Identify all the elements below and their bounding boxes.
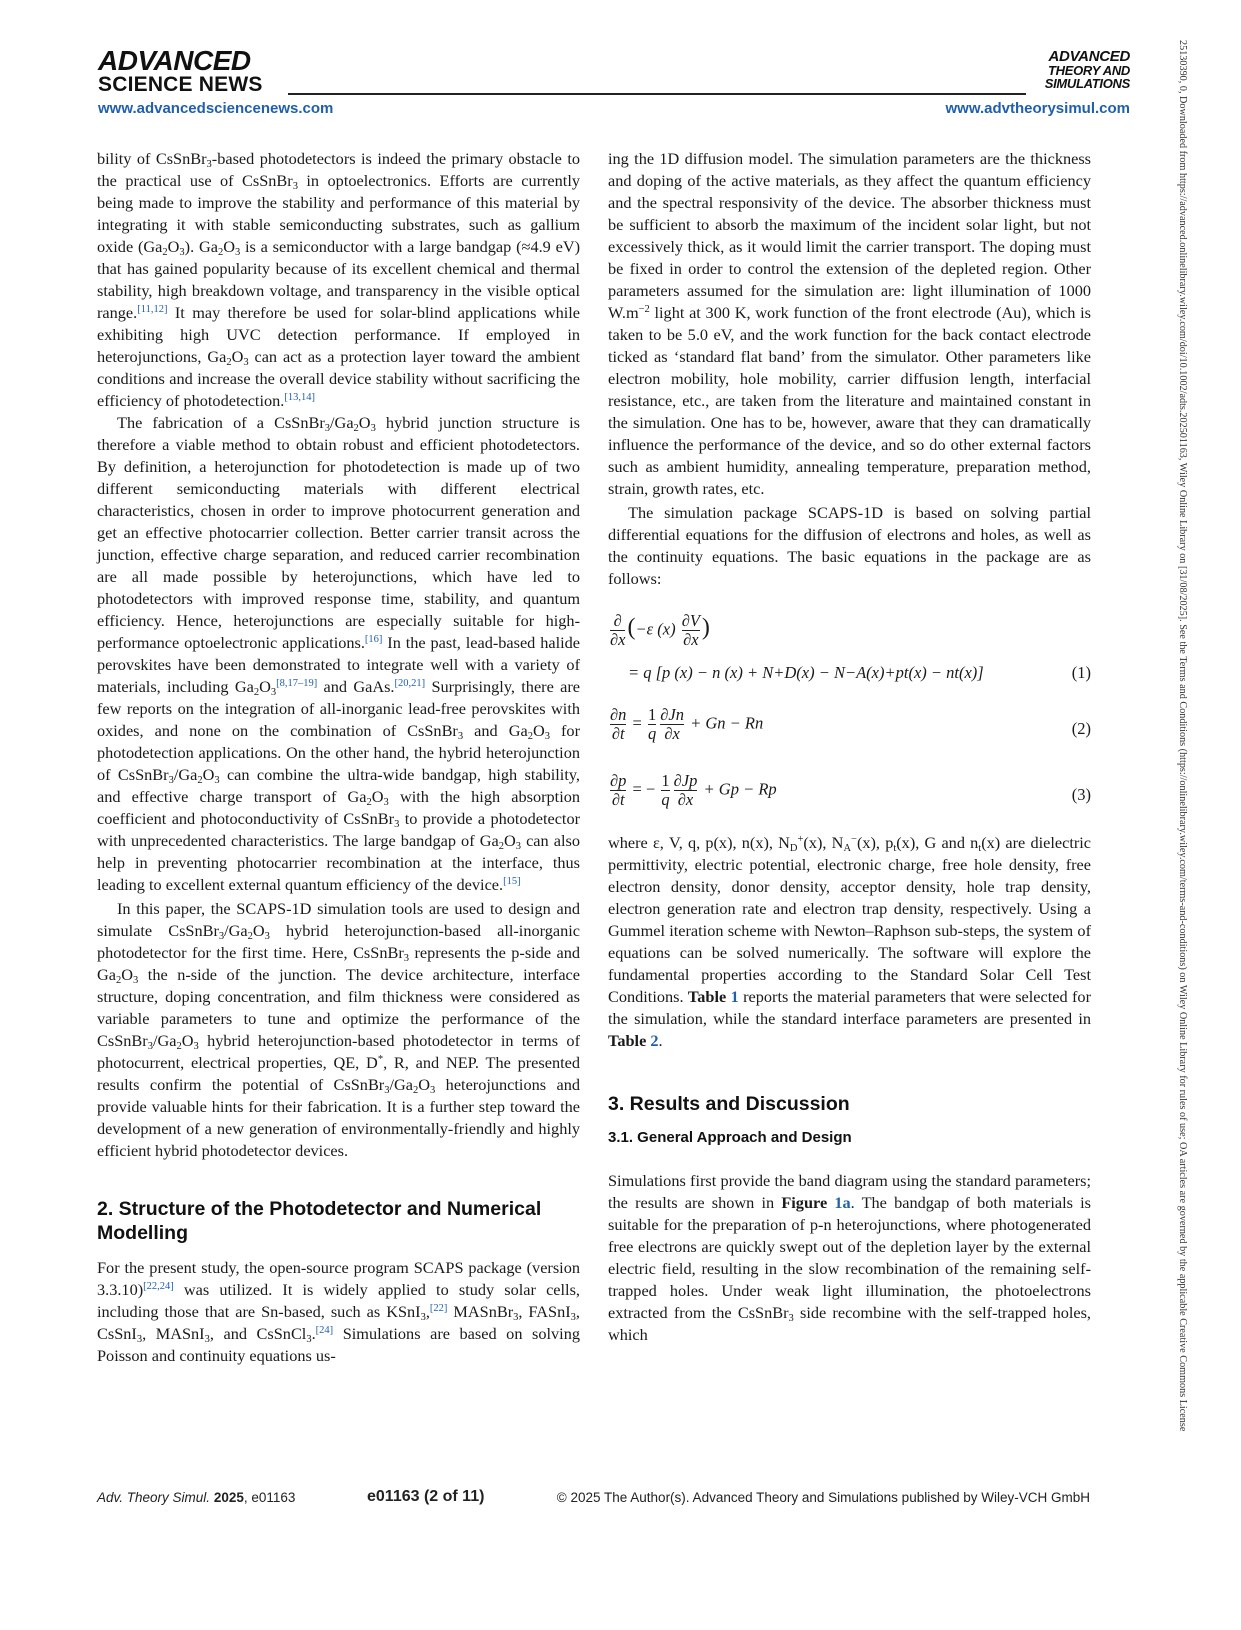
publisher-url-link[interactable]: www.advancedsciencenews.com	[98, 100, 334, 117]
footer-copyright: © 2025 The Author(s). Advanced Theory and Simulations published by Wiley-VCH GmbH	[556, 1490, 1090, 1505]
citation-link[interactable]: [13,14]	[284, 392, 315, 403]
table-1-link[interactable]: Table 1	[687, 987, 739, 1006]
advanced-science-news-logo	[98, 45, 288, 96]
eq1-rhs: = q [p (x) − n (x) + N+D(x) − N−A(x)+pt(x) − nt(x)]	[628, 663, 984, 682]
download-notice-sidebar	[1174, 40, 1196, 1560]
right-paragraph-4: Simulations first provide the band diagram using the standard parameters; the results are shown in Figure 1a. The bandgap of both materials is suitable for the preparation of p-n heterojunctions, where photogenerated free electrons are quickly swept out of the depletion layer by the external electric field, resulting in the slow recombination of the remaining self-trapped holes. Under weak light illumination, the photoelectrons extracted from the CsSnBr$_3$ side recombine with the self-trapped holes, which	[608, 1171, 1092, 1344]
footer-citation: Adv. Theory Simul. 2025, e01163	[97, 1490, 296, 1505]
equation-1: $\frac{\partial}{\partial x}$ (−ε (x) $\frac{\partial V}{\partial x}$ ) = q [p (x) − n (x) + N+D(x) − N−A(x)+pt(x) − nt(x)] (1)	[610, 611, 1091, 682]
subsection-3-1-heading: 3.1. General Approach and Design	[608, 1129, 852, 1146]
citation-link[interactable]: [11,12]	[137, 304, 168, 315]
section-3-heading: 3. Results and Discussion	[608, 1093, 850, 1115]
citation-link[interactable]: [22]	[429, 1303, 448, 1314]
logo-right-line3: SIMULATIONS	[1044, 76, 1130, 91]
citation-link[interactable]: [16]	[364, 634, 383, 645]
advanced-theory-simulations-logo	[1026, 50, 1130, 94]
citation-link[interactable]: [24]	[315, 1325, 334, 1336]
section-2-heading: 2. Structure of the Photodetector and Numerical Modelling	[97, 1198, 542, 1244]
citation-link[interactable]: [20,21]	[394, 678, 426, 689]
table-2-link[interactable]: Table 2	[608, 1031, 659, 1050]
header-divider	[288, 93, 1026, 95]
left-paragraph-1: bility of CsSnBr$_3$-based photodetectors is indeed the primary obstacle to the practical use of CsSnBr$_3$ in optoelectronics. Efforts are currently being made to improve the stability and performance of this material by integrating it with stable semiconducting substrates, such as gallium oxide $(Ga_2O_3)$. $Ga_2O_3$ is a semiconductor with a large bandgap (≈4.9 eV) that has gained popularity because of its excellent chemical and thermal stability, high breakdown voltage, and transparency in the visible optical range.[11,12] It may therefore be used for solar-blind applications while exhibiting high UVC detection performance. If employed in heterojunctions, $Ga_2O_3$ can act as a protection layer toward the ambient conditions and increase the overall device stability without sacrificing the efficiency of photodetection.[13,14]	[97, 149, 581, 410]
logo-right-line1: ADVANCED	[1048, 48, 1130, 65]
logo-left-line1: ADVANCED	[98, 45, 251, 76]
equation-3: $\frac{\partial p}{\partial t}$ = − $\frac{1}{q}$ $\frac{\partial Jp}{\partial x}$ + Gp − Rp (3)	[610, 771, 1091, 809]
right-column	[608, 148, 1091, 1346]
footer-page-number: e01163 (2 of 11)	[367, 1488, 485, 1505]
eq1-inner-fraction: $\frac{\partial V}{\partial x}$	[681, 611, 700, 649]
eq1-number: (1)	[1071, 663, 1091, 682]
right-paragraph-1: ing the 1D diffusion model. The simulation parameters are the thickness and doping of the active materials, as they affect the quantum efficiency and the spectral responsivity of the device. The absorber thickness must be sufficient to absorb the maximum of the incident solar light, but not excessively thick, as it would limit the carrier transport. The doping must be fixed in order to control the extension of the depleted region. Other parameters assumed for the simulation are: light illumination of 1000 $W.m^{-2}$ light at 300 K, work function of the front electrode (Au), which is taken to be 5.0 eV, and the work function for the back contact electrode ticked as ‘standard flat band’ from the simulator. Other parameters like electron mobility, hole mobility, carrier diffusion length, interfacial resistance, etc., are taken from the literature and maintained constant in the simulation. One has to be, however, aware that they can dramatically influence the performance of the device, and so do other external factors such as ambient humidity, annealing temperature, preparation method, strain, growth rates, etc.	[608, 149, 1091, 498]
left-paragraph-3: In this paper, the SCAPS-1D simulation tools are used to design and simulate $CsSnBr_3/Ga_2O_3$ hybrid heterojunction-based all-inorganic photodetector for the first time. Here, CsSnBr$_3$ represents the p-side and $Ga_2O_3$ the n-side of the junction. The device architecture, interface structure, doping concentration, and film thickness were considered as variable parameters to tune and optimize the performance of the $CsSnBr_3/Ga_2O_3$ hybrid heterojunction-based photodetector in terms of photocurrent, electrical properties, QE, D*, R, and NEP. The presented results confirm the potential of $CsSnBr_3/Ga_2O_3$ heterojunctions and provide valuable hints for their fabrication. It is a further step toward the development of a new generation of environmentally-friendly and highly efficient hybrid photodetector devices.	[97, 899, 581, 1160]
logo-right-line2: THEORY AND	[1048, 63, 1130, 78]
citation-link[interactable]: [8,17–19]	[276, 678, 318, 689]
logo-left-line2: SCIENCE NEWS	[98, 73, 263, 96]
eq2-number: (2)	[1071, 719, 1091, 738]
right-paragraph-3: where ε, V, q, p(x), n(x), $N_D^+(x)$, $N_A^-(x)$, $p_t(x)$, G and $n_t(x)$ are dielectric permittivity, electric potential, electronic charge, free hole density, free electron density, donor density, acceptor density, hole trap density, electron generation rate and electron trap density, respectively. Using a Gummel iteration scheme with Newton–Raphson sub-steps, the system of equations can be solved numerically. The software will explore the fundamental properties according to the Standard Solar Cell Test Conditions. Table 1 reports the material parameters that were selected for the simulation, while the standard interface parameters are presented in Table 2.	[608, 833, 1092, 1050]
equation-2: $\frac{\partial n}{\partial t}$ = $\frac{1}{q}$ $\frac{\partial Jn}{\partial x}$ + Gn − Rn (2)	[610, 705, 1091, 743]
page-footer	[97, 1490, 1097, 1512]
eq3-number: (3)	[1071, 785, 1091, 804]
eq1-lhs-fraction: $\frac{\partial}{\partial x}$	[610, 611, 626, 649]
citation-link[interactable]: [22,24]	[143, 1281, 174, 1292]
citation-link[interactable]: [15]	[503, 876, 521, 887]
download-notice-text: 25130390, 0, Downloaded from https://advanced.onlinelibrary.wiley.com/doi/10.1002/adts.202501163, Wiley Online Library on [31/08/2025]. See the Terms and Conditions (https://onlinelibrary.wiley.com/terms-and-conditions) on Wiley Online Library for rules of use; OA articles are governed by the applicable Creative Commons License	[1177, 40, 1188, 1432]
figure-1a-link[interactable]: Figure 1a	[781, 1193, 851, 1212]
page-header	[98, 45, 1130, 126]
left-paragraph-2: The fabrication of a $CsSnBr_3/Ga_2O_3$ hybrid junction structure is therefore a viable method to obtain robust and efficient photodetectors. By definition, a heterojunction for photodetection is made up of two different semiconducting materials with different electrical characteristics, chosen in order to improve photocurrent generation and get an effective photocarrier collection. Better carrier transit across the junction, effective charge separation, and reduced carrier recombination are all made possible by heterojunctions, which have led to photodetectors with improved response time, stability, and quantum efficiency. Hence, heterojunctions are especially suitable for high-performance optoelectronic applications.[16] In the past, lead-based halide perovskites have been demonstrated to integrate well with a variety of materials, including $Ga_2O_3[8,17-19]$ and GaAs.[20,21] Surprisingly, there are few reports on the integration of all-inorganic lead-free perovskites with oxides, and none on the combination of CsSnBr$_3$ and $Ga_2O_3$ for photodetection applications. On the other hand, the hybrid heterojunction of $CsSnBr_3/Ga_2O_3$ can combine the ultra-wide bandgap, high stability, and effective charge transport of $Ga_2O_3$ with the high absorption coefficient and photoconductivity of CsSnBr$_3$ to provide a photodetector with unprecedented characteristics. The large bandgap of $Ga_2O_3$ can also help in preventing photocarrier recombination at the interface, thus leading to excellent external quantum efficiency of the device.[15]	[97, 413, 581, 894]
journal-url-link[interactable]: www.advtheorysimul.com	[945, 100, 1130, 117]
left-column	[97, 148, 580, 1367]
left-paragraph-4: For the present study, the open-source program SCAPS package (version 3.3.10)[22,24] was utilized. It is widely applied to study solar cells, including those that are Sn-based, such as KSnI$_3$,[22] MASnBr$_3$, FASnI$_3$, CsSnI$_3$, MASnI$_3$, and CsSnCl$_3$.[24] Simulations are based on solving Poisson and continuity equations us-	[97, 1258, 580, 1365]
right-paragraph-2: The simulation package SCAPS-1D is based on solving partial differential equations for the diffusion of electrons and holes, as well as the continuity equations. The basic equations in the package are as follows:	[608, 503, 1091, 588]
